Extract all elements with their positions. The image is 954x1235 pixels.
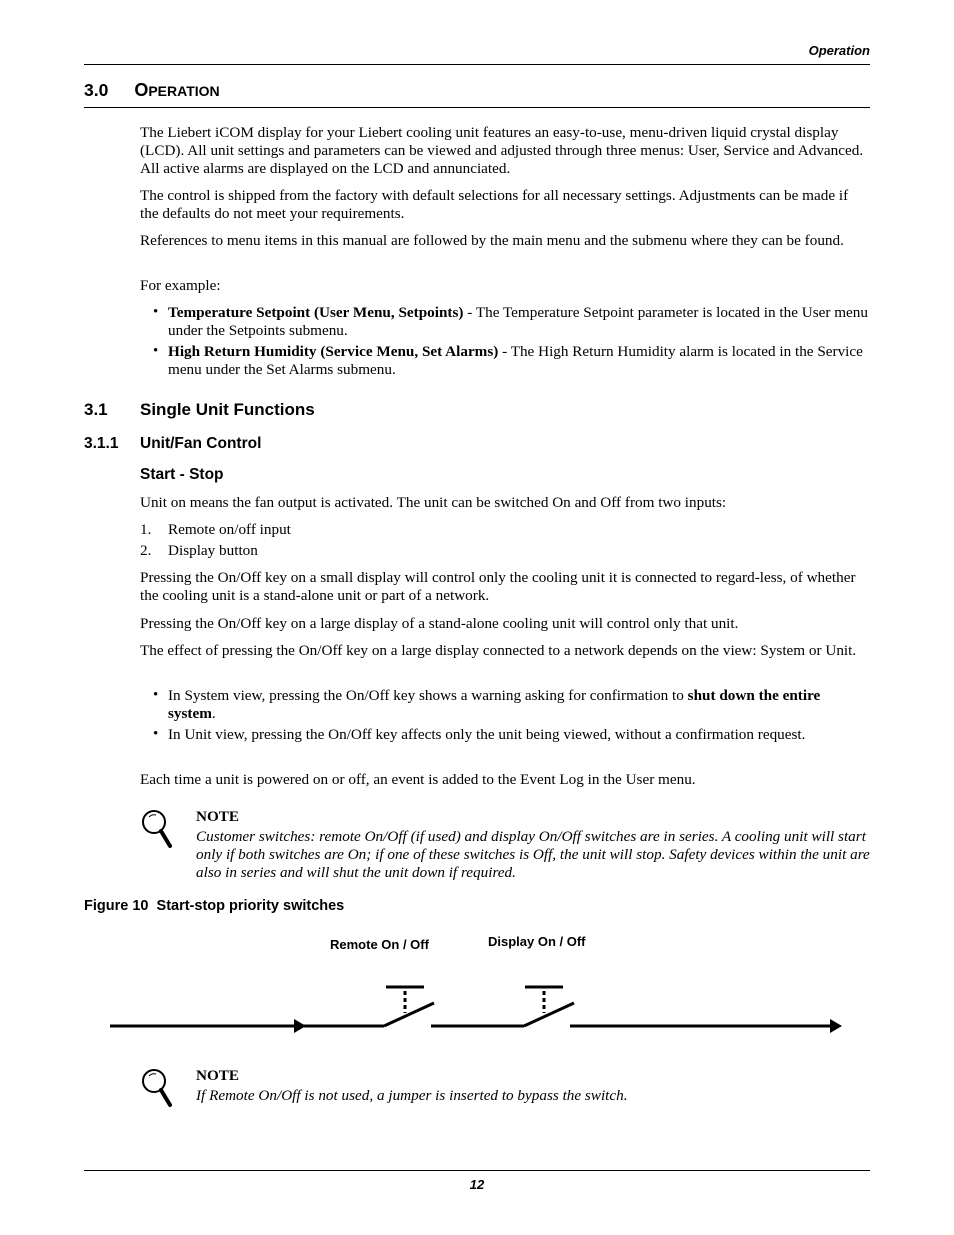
intro-bullet-1: Temperature Setpoint (User Menu, Setpoints) - The Temperature Setpoint parameter is located in the User menu under the Setpoints submenu.	[168, 304, 868, 339]
bullet-marker: •	[153, 304, 159, 320]
note-body: If Remote On/Off is not used, a jumper is inserted to bypass the switch.	[196, 1087, 628, 1104]
start-stop-paragraph-2: Pressing the On/Off key on a small display will control only the cooling unit it is connected to regard-less, of whether the cooling unit is a stand-alone unit or part of a network.	[140, 569, 856, 604]
subsection-heading: 3.1	[84, 400, 108, 419]
view-bullet-1: In System view, pressing the On/Off key shows a warning asking for confirmation to shut down the entire system.	[168, 687, 821, 722]
list-number: 2.	[140, 542, 152, 559]
start-stop-paragraph-5: Each time a unit is powered on or off, an event is added to the Event Log in the User menu.	[140, 771, 696, 788]
input-line	[110, 1019, 306, 1033]
section-title-first: O	[134, 80, 149, 100]
start-stop-paragraph-1: Unit on means the fan output is activated. The unit can be switched On and Off from two inputs:	[140, 494, 727, 511]
intro-paragraph-3: References to menu items in this manual are followed by the main menu and the submenu where they can be found.	[140, 232, 844, 249]
bullet-marker: •	[153, 687, 159, 703]
magnifier-icon	[140, 1067, 176, 1111]
intro-paragraph-4: For example:	[140, 277, 221, 294]
output-line	[570, 1019, 842, 1033]
subsubsection-number: 3.1.1	[84, 435, 119, 452]
figure-caption: Figure 10 Start-stop priority switches	[84, 898, 345, 914]
switch-diagram	[100, 975, 850, 1045]
header-rule	[84, 64, 870, 65]
intro-bullet-2: High Return Humidity (Service Menu, Set Alarms) - The High Return Humidity alarm is located in the Service menu under the Set Alarms submenu.	[168, 343, 863, 378]
section-title-rest: PERATION	[148, 83, 220, 99]
footer-rule	[84, 1170, 870, 1171]
section-number: 3.0	[84, 80, 109, 100]
bullet-marker: •	[153, 343, 159, 359]
bullet-marker: •	[153, 726, 159, 742]
subsubsection-title: Unit/Fan Control	[140, 435, 262, 452]
note-body: Customer switches: remote On/Off (if used) and display On/Off switches are in series. A cooling unit will start only if both switches are On; if one of these switches is Off, the unit will stop. Safety devices within the unit are also in series and will shut the unit down if required.	[196, 828, 870, 881]
view-bullet-2: In Unit view, pressing the On/Off key affects only the unit being viewed, without a confirmation request.	[168, 726, 806, 743]
list-item: Remote on/off input	[168, 521, 291, 538]
remote-switch-label: Remote On / Off	[330, 937, 429, 952]
section-rule	[84, 107, 870, 108]
remote-switch-symbol	[300, 987, 434, 1026]
display-switch-symbol	[431, 987, 574, 1026]
magnifier-icon	[140, 808, 176, 852]
running-header: Operation	[808, 43, 870, 58]
list-number: 1.	[140, 521, 152, 538]
start-stop-paragraph-3: Pressing the On/Off key on a large display of a stand-alone cooling unit will control only that unit.	[140, 615, 739, 632]
note-title: NOTE	[196, 808, 240, 825]
section-heading	[84, 80, 220, 101]
start-stop-paragraph-4: The effect of pressing the On/Off key on a large display connected to a network depends on the view: System or Unit.	[140, 642, 857, 659]
display-switch-label: Display On / Off	[488, 934, 586, 949]
note-title: NOTE	[196, 1067, 240, 1084]
subsection-title: Single Unit Functions	[140, 400, 315, 419]
start-stop-heading: Start - Stop	[140, 466, 224, 483]
list-item: Display button	[168, 542, 258, 559]
intro-paragraph-2: The control is shipped from the factory with default selections for all necessary settings. Adjustments can be made if the defaults do not meet your requirements.	[140, 187, 849, 222]
page-number: 12	[469, 1177, 485, 1192]
intro-paragraph-1: The Liebert iCOM display for your Liebert cooling unit features an easy-to-use, menu-driven liquid crystal display (LCD). All unit settings and parameters can be viewed and adjusted through three menus: User, Service and Advanced. All active alarms are displayed on the LCD and annunciated.	[140, 124, 864, 177]
